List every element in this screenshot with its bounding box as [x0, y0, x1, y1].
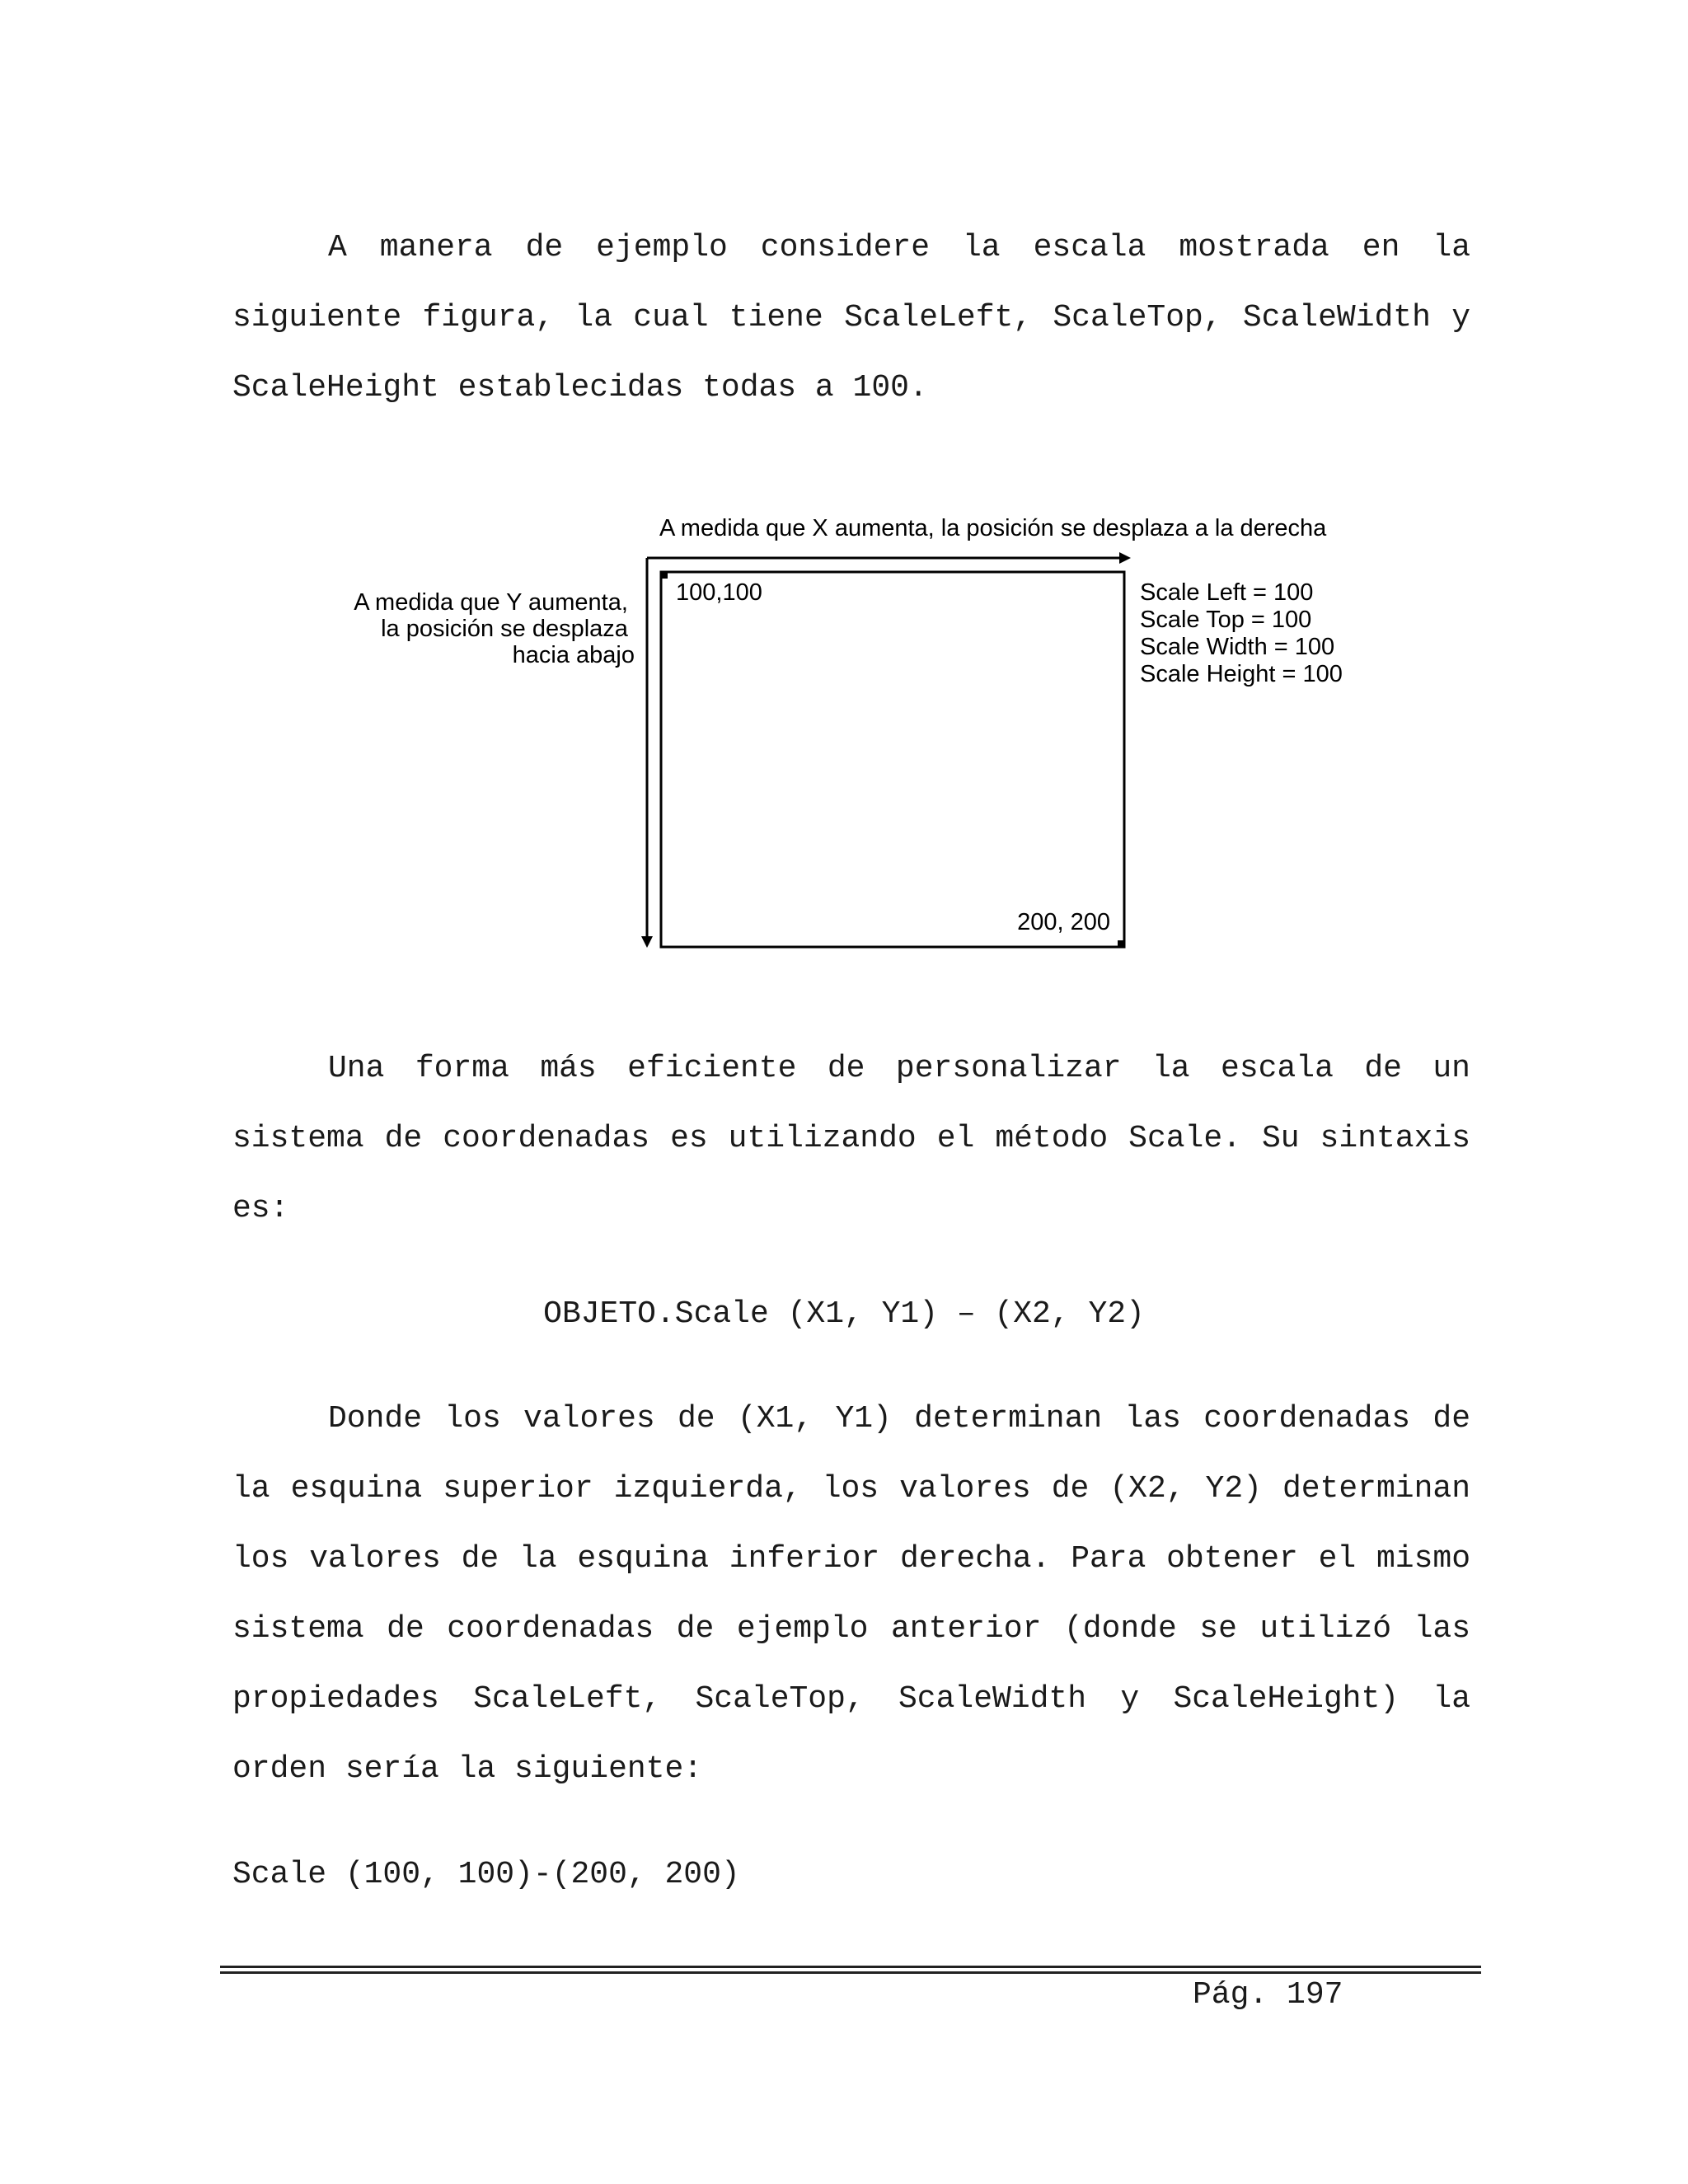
bottom-right-coordinate-label: 200, 200 [1017, 909, 1110, 935]
method-paragraph: Una forma más eficiente de personalizar la escala de un sistema de coordenadas es utilizando el método Scale. Su sintaxis es: [232, 1051, 1470, 1226]
footer-rule-bottom [220, 1971, 1481, 1974]
page-number: Pág. 197 [1193, 1977, 1343, 2013]
top-left-coordinate-label: 100,100 [676, 579, 762, 606]
y-arrow-head [641, 936, 653, 948]
coordinate-box [661, 572, 1124, 947]
footer-rule-top [220, 1966, 1481, 1968]
top-left-corner-dot [662, 573, 668, 579]
scale-diagram [330, 511, 1401, 972]
bottom-right-corner-dot [1118, 940, 1123, 946]
scale-properties-list: Scale Left = 100 Scale Top = 100 Scale Width = 100 Scale Height = 100 [1140, 579, 1343, 687]
syntax-line: OBJETO.Scale (X1, Y1) – (X2, Y2) [543, 1296, 1145, 1332]
code-example: Scale (100, 100)-(200, 200) [232, 1857, 740, 1892]
explanation-paragraph: Donde los valores de (X1, Y1) determinan las coordenadas de la esquina superior izquierda, los valores de (X2, Y2) determinan los valores de la esquina inferior derecha. Para obtener el mismo sistema de coordenadas de ejemplo anterior (donde se utilizó las propiedades ScaleLeft, ScaleTop, ScaleWidth y ScaleHeight) la orden sería la siguiente: [232, 1401, 1470, 1787]
intro-paragraph: A manera de ejemplo considere la escala mostrada en la siguiente figura, la cual tiene ScaleLeft, ScaleTop, ScaleWidth y ScaleHeight establecidas todas a 100. [232, 230, 1470, 405]
x-arrow-head [1119, 552, 1131, 564]
y-arrow-label: A medida que Y aumenta, la posición se desplaza hacia abajo [354, 589, 635, 668]
x-arrow-label: A medida que X aumenta, la posición se desplaza a la derecha [659, 515, 1327, 541]
